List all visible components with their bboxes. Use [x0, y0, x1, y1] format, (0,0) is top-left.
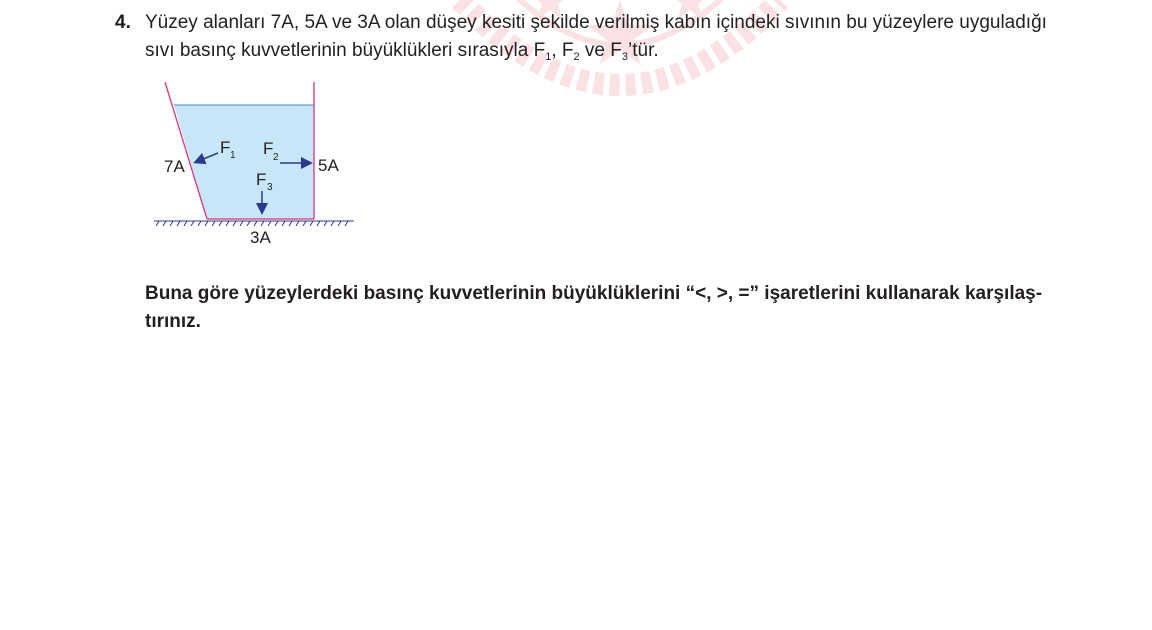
force-1-subscript: 1 [545, 51, 552, 63]
bottom-surface-label: 3A [250, 228, 271, 247]
instruction-line-2: tırınız. [145, 311, 201, 332]
right-surface-label: 5A [318, 156, 339, 175]
question-line-1: Yüzey alanları 7A, 5A ve 3A olan düşey kesiti şekilde verilmiş kabın içindeki sıvının bu yüzeylere uyguladığı [145, 12, 1047, 33]
question-line-2-end: ’tür. [628, 40, 659, 61]
force-2-subscript: 2 [573, 51, 580, 63]
ground-hatching [154, 221, 354, 226]
question-block [115, 9, 1145, 65]
question-line-2 [145, 37, 1145, 65]
question-number: 4. [115, 12, 131, 33]
instruction-line-1: Buna göre yüzeylerdeki basınç kuvvetlerinin büyüklüklerini “<, >, =” işaretlerini kullanarak karşılaş- [145, 283, 1043, 304]
force-3-letter: F [256, 170, 267, 189]
instruction-text [145, 280, 1135, 336]
question-text [145, 9, 1145, 65]
force-2-sub: 2 [273, 152, 279, 163]
force-1-sub: 1 [230, 150, 236, 161]
force-2-letter: F [263, 139, 274, 158]
question-sep-2: ve F [579, 40, 622, 61]
force-3-subscript: 3 [621, 51, 628, 63]
left-surface-label: 7A [164, 157, 185, 176]
question-sep-1: , F [551, 40, 574, 61]
question-line-2-start: sıvı basınç kuvvetlerinin büyüklükleri sırasıyla F [145, 40, 546, 61]
force-1-letter: F [220, 138, 231, 157]
liquid [174, 105, 314, 219]
force-3-sub: 3 [267, 182, 273, 193]
container-diagram [150, 78, 360, 253]
